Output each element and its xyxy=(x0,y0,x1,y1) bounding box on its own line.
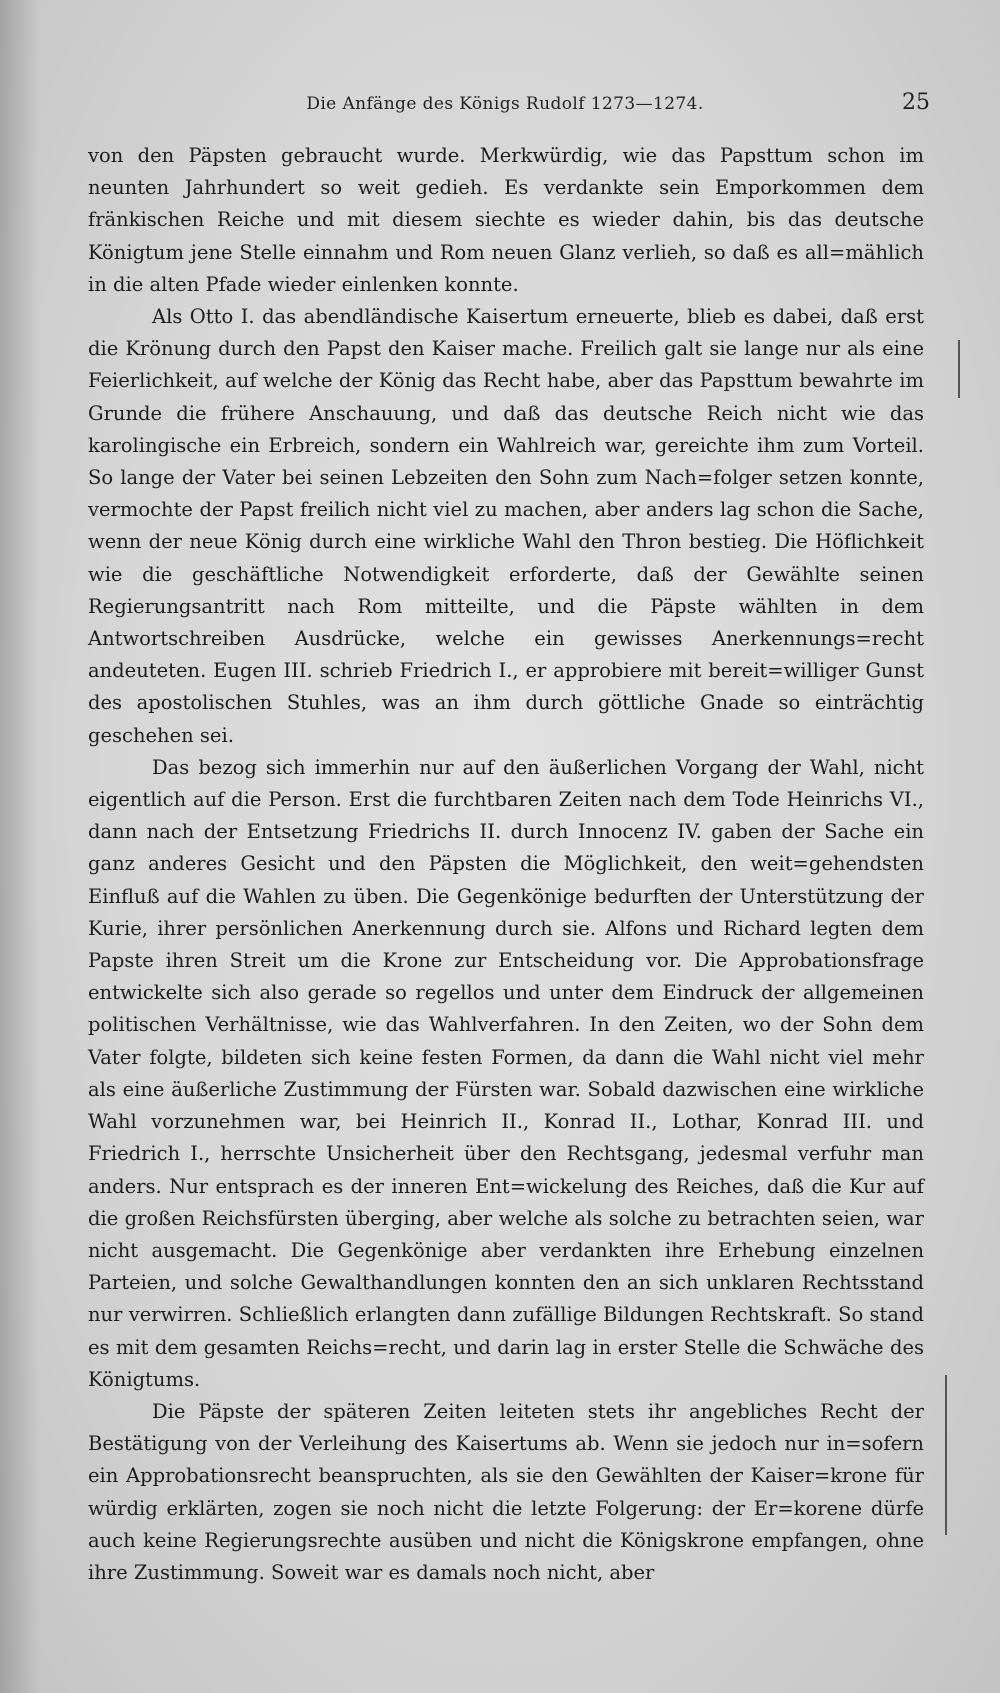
page-number: 25 xyxy=(902,90,930,115)
gutter-shadow xyxy=(0,0,40,1693)
margin-pencil-mark xyxy=(945,1375,947,1535)
paragraph-3: Das bezog sich immerhin nur auf den äußerlichen Vorgang der Wahl, nicht eigentlich auf die Person. Erst die furchtbaren Zeiten nach dem Tode Heinrichs VI., dann nach der Entsetzung Friedrichs II. durch Innocenz IV. gaben der Sache ein ganz anderes Gesicht und den Päpsten die Möglichkeit, den weit=gehendsten Einfluß auf die Wahlen zu üben. Die Gegenkönige bedurften der Unterstützung der Kurie, ihrer persönlichen Anerkennung durch sie. Alfons und Richard legten dem Papste ihren Streit um die Krone zur Entscheidung vor. Die Approbationsfrage entwickelte sich also gerade so regellos und unter dem Eindruck der allgemeinen politischen Verhältnisse, wie das Wahlverfahren. In den Zeiten, wo der Sohn dem Vater folgte, bildeten sich keine festen Formen, da dann die Wahl nicht viel mehr als eine äußerliche Zustimmung der Fürsten war. Sobald dazwischen eine wirkliche Wahl vorzunehmen war, bei Heinrich II., Konrad II., Lothar, Konrad III. und Friedrich I., herrschte Unsicherheit über den Rechtsgang, jedesmal verfuhr man anders. Nur entsprach es der inneren Ent=wickelung des Reiches, daß die Kur auf die großen Reichsfürsten überging, aber welche als solche zu betrachten seien, war nicht ausgemacht. Die Gegenkönige aber verdankten ihre Erhebung einzelnen Parteien, und solche Gewalthandlungen konnten den an sich unklaren Rechtsstand nur verwirren. Schließlich erlangten dann zufällige Bildungen Rechtskraft. So stand es mit dem gesamten Reichs=recht, und darin lag in erster Stelle die Schwäche des Königtums. xyxy=(88,755,924,1391)
paragraph-2: Als Otto I. das abendländische Kaisertum erneuerte, blieb es dabei, daß erst die Krönung durch den Papst den Kaiser mache. Freilich galt sie lange nur als eine Feierlichkeit, auf welche der König das Recht habe, aber das Papsttum bewahrte im Grunde die frühere Anschauung, und daß das deutsche Reich nicht wie das karolingische ein Erbreich, sondern ein Wahlreich war, gereichte ihm zum Vorteil. So lange der Vater bei seinen Lebzeiten den Sohn zum Nach=folger setzen konnte, vermochte der Papst freilich nicht viel zu machen, aber anders lag schon die Sache, wenn der neue König durch eine wirkliche Wahl den Thron bestieg. Die Höflichkeit wie die geschäftliche Notwendigkeit erforderte, daß der Gewählte seinen Regierungsantritt nach Rom mitteilte, und die Päpste wählten in dem Antwortschreiben Ausdrücke, welche ein gewisses Anerkennungs=recht andeuteten. Eugen III. schrieb Friedrich I., er approbiere mit bereit=williger Gunst des apostolischen Stuhles, was an ihm durch göttliche Gnade so einträchtig geschehen sei. xyxy=(88,305,924,747)
page-header xyxy=(80,90,930,124)
paragraph-1: von den Päpsten gebraucht wurde. Merkwürdig, wie das Papsttum schon im neunten Jahrhundert so weit gedieh. Es verdankte sein Emporkommen dem fränkischen Reiche und mit diesem siechte es wieder dahin, bis das deutsche Königtum jene Stelle einnahm und Rom neuen Glanz verlieh, so daß es all=mählich in die alten Pfade wieder einlenken konnte. xyxy=(88,144,924,296)
margin-pencil-mark xyxy=(958,340,960,398)
running-title: Die Anfänge des Königs Rudolf 1273—1274. xyxy=(306,94,704,114)
body-text xyxy=(88,140,924,1589)
paragraph-4: Die Päpste der späteren Zeiten leiteten stets ihr angebliches Recht der Bestätigung von der Verleihung des Kaisertums ab. Wenn sie jedoch nur in=sofern ein Approbationsrecht beanspruchten, als sie den Gewählten der Kaiser=krone für würdig erklärten, zogen sie noch nicht die letzte Folgerung: der Er=korene dürfe auch keine Regierungsrechte ausüben und nicht die Königskrone empfangen, ohne ihre Zustimmung. Soweit war es damals noch nicht, aber xyxy=(88,1399,924,1584)
